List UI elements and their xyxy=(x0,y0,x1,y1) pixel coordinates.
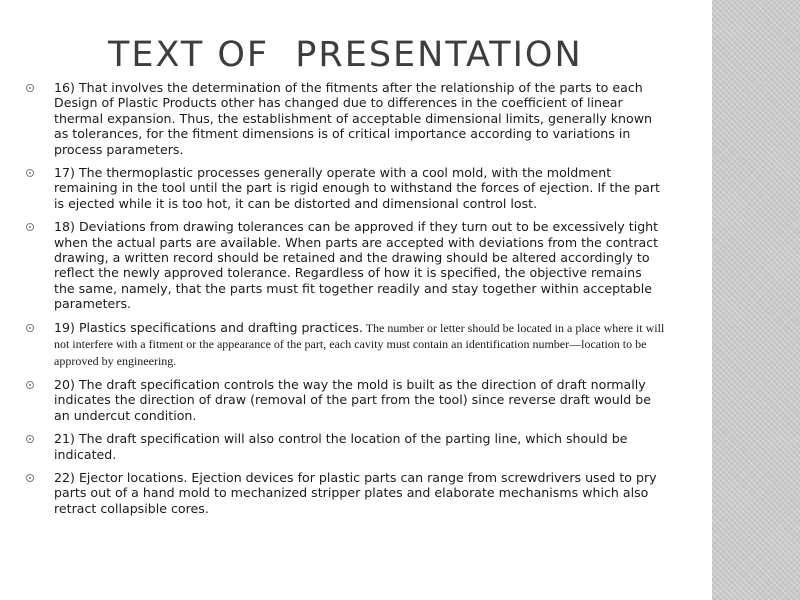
bullet-item-22 xyxy=(26,470,666,516)
bullet-text: 21) The draft specification will also control the location of the parting line, which should be indicated. xyxy=(54,431,628,462)
bullet-text: 18) Deviations from drawing tolerances can be approved if they turn out to be excessively tight when the actual parts are available. When parts are accepted with deviations from the contract drawing, a written record should be retained and the drawing should be altered accordingly to reflect the newly approved tolerance. Regardless of how it is specified, the objective remains the same, namely, that the parts must fit together readily and stay together within acceptable parameters. xyxy=(54,219,659,312)
bullet-list xyxy=(26,80,666,524)
bullet-text: 16) That involves the determination of the fitments after the relationship of the parts to each Design of Plastic Products other has changed due to differences in the coefficient of linear thermal expansion. Thus, the establishment of acceptable dimensional limits, generally known as tolerances, for the fitment dimensions is of critical importance according to variations in process parameters. xyxy=(54,80,653,157)
bullet-item-19 xyxy=(26,320,666,369)
bullet-text: 19) Plastics specifications and drafting practices. xyxy=(54,319,363,335)
decorative-side-strip xyxy=(712,0,800,600)
circle-bullet-icon xyxy=(26,324,34,332)
circle-bullet-icon xyxy=(26,223,34,231)
bullet-text: 20) The draft specification controls the way the mold is built as the direction of draft normally indicates the direction of draw (removal of the part from the tool) since reverse draft would be an undercut condition. xyxy=(54,376,651,423)
circle-bullet-icon xyxy=(26,474,34,482)
circle-bullet-icon xyxy=(26,435,34,443)
bullet-item-21 xyxy=(26,431,666,462)
bullet-item-18 xyxy=(26,219,666,311)
slide-title: TEXT OF PRESENTATION xyxy=(108,35,583,75)
bullet-item-16 xyxy=(26,80,666,157)
bullet-text: 22) Ejector locations. Ejection devices for plastic parts can range from screwdrivers used to pry parts out of a hand mold to mechanized stripper plates and elaborate mechanisms which also retract collapsible cores. xyxy=(54,469,657,516)
circle-bullet-icon xyxy=(26,169,34,177)
bullet-item-17 xyxy=(26,165,666,211)
bullet-text-serif: The number or letter should be located in a place where it will not interfere with a fitment or the appearance of the part, each cavity must contain an identification number—location to be approved by engineering. xyxy=(54,320,665,368)
bullet-item-20 xyxy=(26,377,666,423)
circle-bullet-icon xyxy=(26,381,34,389)
circle-bullet-icon xyxy=(26,84,34,92)
bullet-text: 17) The thermoplastic processes generally operate with a cool mold, with the moldment remaining in the tool until the part is rigid enough to withstand the forces of ejection. If the part is ejected while it is too hot, it can be distorted and dimensional control lost. xyxy=(54,165,660,211)
